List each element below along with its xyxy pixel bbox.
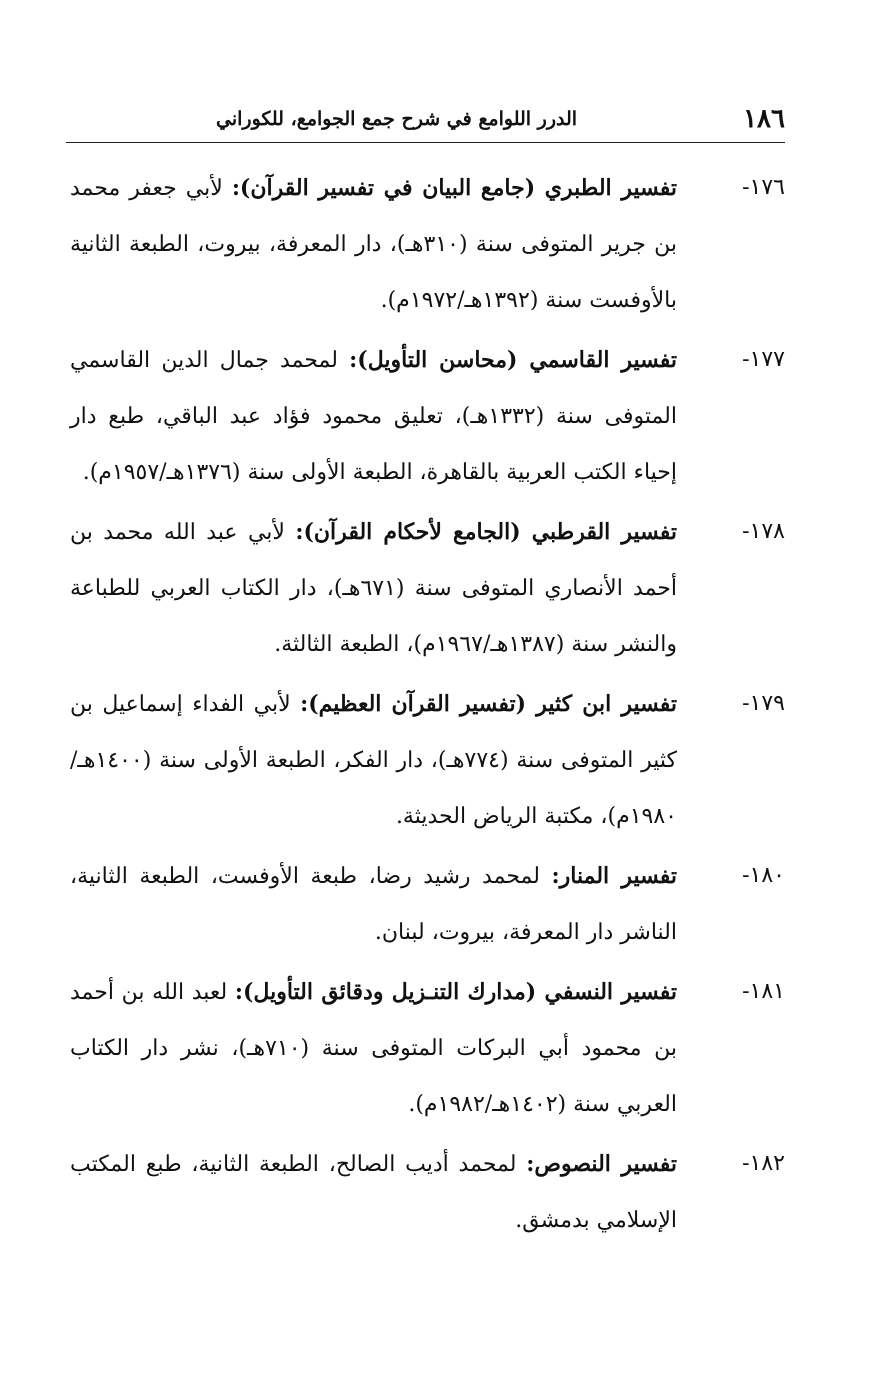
entry-title: تفسير القاسمي (محاسن التأويل):	[349, 347, 677, 373]
entry-number: ١٧٦-	[742, 175, 785, 200]
entry-body: لأبي الفداء إسماعيل بن كثير المتوفى سنة (٧٧٤هـ)، دار الفكر، الطبعة الأولى سنة (١٤٠٠هـ/١٩٨٠م)، مكتبة الرياض الحديثة.	[70, 692, 677, 829]
entry-body: لمحمد جمال الدين القاسمي المتوفى سنة (١٣٣٢هـ)، تعليق محمود فؤاد عبد الباقي، طبع دار إحياء الكتب العربية بالقاهرة، الطبعة الأولى سنة (١٣٧٦هـ/١٩٥٧م).	[70, 348, 677, 485]
entry-text	[70, 848, 677, 961]
entry-title: تفسير ابن كثير (تفسير القرآن العظيم):	[300, 691, 677, 717]
entry-body: لمحمد أديب الصالح، الطبعة الثانية، طبع المكتب الإسلامي بدمشق.	[70, 1152, 677, 1233]
bibliography-entry	[70, 964, 785, 1133]
entry-text	[70, 160, 677, 329]
entry-number: ١٨٢-	[742, 1151, 785, 1176]
entry-title: تفسير القرطبي (الجامع لأحكام القرآن):	[295, 519, 678, 545]
entry-text	[70, 964, 677, 1133]
bibliography-entry	[70, 504, 785, 673]
entry-title: تفسير الطبري (جامع البيان في تفسير القرآن):	[231, 175, 677, 201]
bibliography-entry	[70, 160, 785, 329]
bibliography-list	[70, 160, 785, 1252]
entry-number: ١٨١-	[742, 979, 785, 1004]
page-header	[66, 100, 785, 143]
entry-title: تفسير النسفي (مدارك التنـزيل ودقائق التأويل):	[234, 979, 678, 1005]
bibliography-entry	[70, 332, 785, 501]
entry-text	[70, 676, 677, 845]
entry-number: ١٧٧-	[742, 347, 785, 372]
running-title: الدرر اللوامع في شرح جمع الجوامع، للكوراني	[216, 108, 578, 130]
entry-number: ١٨٠-	[742, 863, 785, 888]
entry-number: ١٧٨-	[742, 519, 785, 544]
entry-text	[70, 1136, 677, 1249]
entry-text	[70, 332, 677, 501]
bibliography-entry	[70, 676, 785, 845]
entry-body: لأبي عبد الله محمد بن أحمد الأنصاري المتوفى سنة (٦٧١هـ)، دار الكتاب العربي للطباعة والنشر سنة (١٣٨٧هـ/١٩٦٧م)، الطبعة الثالثة.	[70, 520, 678, 657]
entry-title: تفسير النصوص:	[526, 1151, 678, 1177]
entry-body: لمحمد رشيد رضا، طبعة الأوفست، الطبعة الثانية، الناشر دار المعرفة، بيروت، لبنان.	[70, 864, 677, 945]
bibliography-entry	[70, 848, 785, 961]
entry-body: لعبد الله بن أحمد بن محمود أبي البركات المتوفى سنة (٧١٠هـ)، نشر دار الكتاب العربي سنة (١٤٠٢هـ/١٩٨٢م).	[70, 980, 678, 1117]
entry-title: تفسير المنار:	[551, 863, 678, 889]
bibliography-entry	[70, 1136, 785, 1249]
entry-number: ١٧٩-	[742, 691, 785, 716]
page-number: ١٨٦	[743, 104, 785, 134]
entry-body: لأبي جعفر محمد بن جرير المتوفى سنة (٣١٠هـ)، دار المعرفة، بيروت، الطبعة الثانية بالأوفست سنة (١٣٩٢هـ/١٩٧٢م).	[70, 176, 678, 313]
entry-text	[70, 504, 677, 673]
